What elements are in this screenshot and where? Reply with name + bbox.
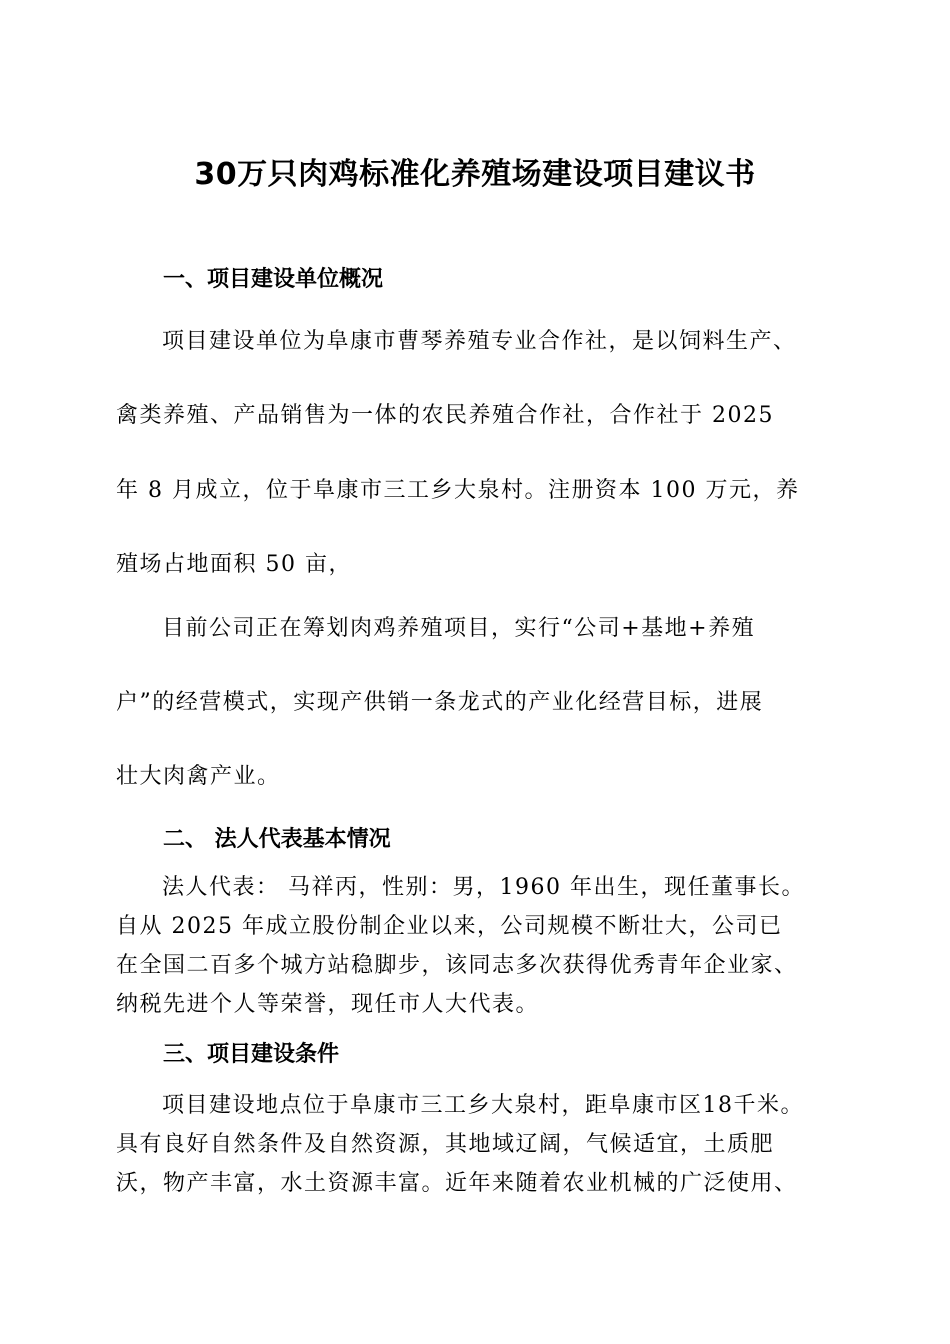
paragraph-line: 户”的经营模式，实现产供销一条龙式的产业化经营目标，进展	[116, 690, 764, 715]
section-heading-2: 二、 法人代表基本情况	[163, 827, 391, 852]
paragraph-line: 自从 2025 年成立股份制企业以来，公司规模不断壮大，公司已	[116, 914, 783, 939]
section-heading-3: 三、项目建设条件	[163, 1042, 340, 1067]
paragraph-line: 法人代表： 马祥丙，性别：男，1960 年出生，现任董事长。	[162, 875, 805, 900]
paragraph-line: 沃，物产丰富，水土资源丰富。近年来随着农业机械的广泛使用、	[116, 1171, 798, 1196]
paragraph-line: 目前公司正在筹划肉鸡养殖项目，实行“公司+基地+养殖	[162, 616, 756, 641]
section-heading-1: 一、项目建设单位概况	[163, 267, 384, 292]
paragraph-line: 禽类养殖、产品销售为一体的农民养殖合作社，合作社于 2025	[116, 403, 774, 428]
paragraph-line: 壮大肉禽产业。	[116, 764, 281, 789]
paragraph-line: 在全国二百多个城方站稳脚步，该同志多次获得优秀青年企业家、	[116, 953, 798, 978]
paragraph-line: 年 8 月成立，位于阜康市三工乡大泉村。注册资本 100 万元，养	[116, 478, 800, 503]
paragraph-line: 具有良好自然条件及自然资源，其地域辽阔，气候适宜，土质肥	[116, 1132, 775, 1157]
paragraph-line: 项目建设单位为阜康市曹琴养殖专业合作社，是以饲料生产、	[162, 329, 797, 354]
paragraph-line: 殖场占地面积 50 亩，	[116, 552, 352, 577]
paragraph-line: 纳税先进个人等荣誉，现任市人大代表。	[116, 992, 540, 1017]
document-title: 30万只肉鸡标准化养殖场建设项目建议书	[194, 157, 756, 192]
paragraph-line: 项目建设地点位于阜康市三工乡大泉村，距阜康市区18千米。	[162, 1093, 804, 1118]
